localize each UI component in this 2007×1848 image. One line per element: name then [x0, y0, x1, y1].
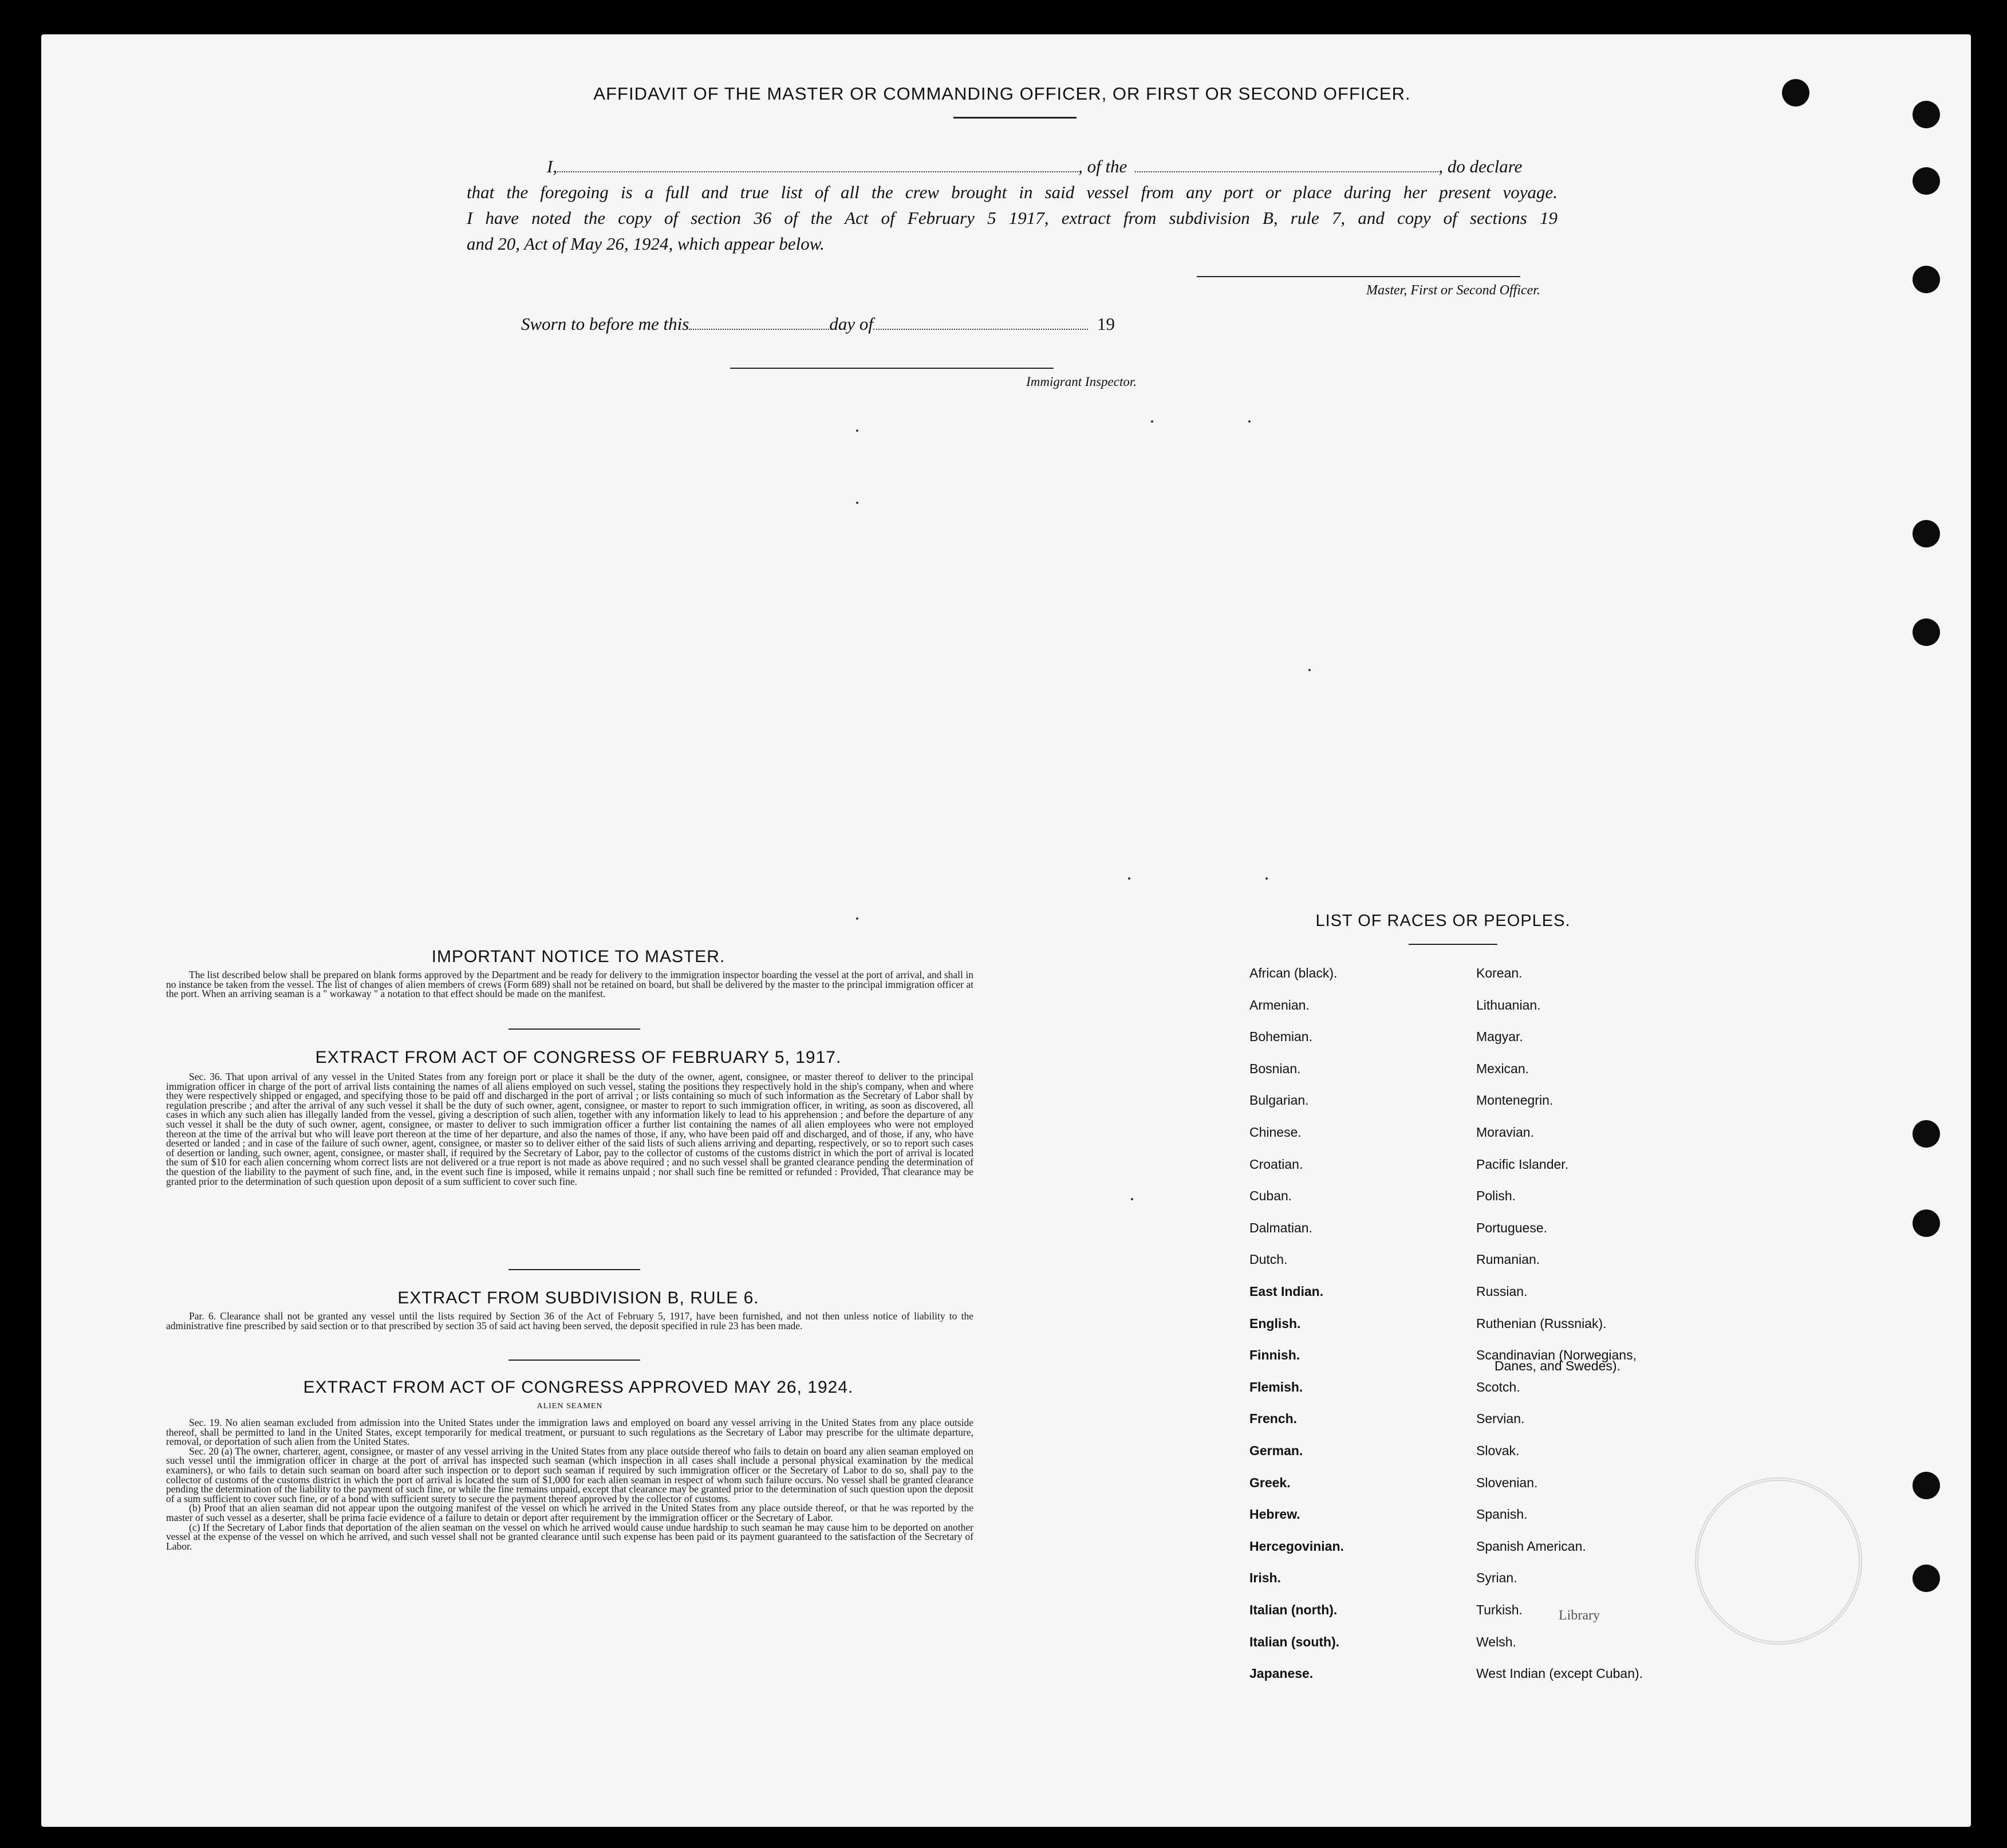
section-36-text: Sec. 36. That upon arrival of any vessel in the United States from any foreign port or place it shall be the duty of the owner, agent, consignee, or master thereof to deliver to the principal immigration officer in charge of the port of arrival lists containing the names of all aliens employed on such vessel, stating the positions they respectively hold in the ship's company, when and where they were respectively shipped or engaged, and specifying those to be paid off and discharged in the port of arrival ; or lists containing so much of such information as the Secretary of Labor shall by regulation prescribe ; and after the arrival of any such vessel it shall be the duty of such owner, agent, consignee, or master to report to such immigration officer, in writing, as soon as discovered, all cases in which any such alien has illegally landed from the vessel, giving a description of such alien, together with any information likely to lead to his apprehension ; and before the departure of any such vessel it shall be the duty of such owner, agent, consignee, or master to deliver to such immigration officer a further list containing the names of all alien employees who were not employed thereon at the time of the arrival but who will leave port thereon at the time of her departure, and also the names of those, if any, who have been paid off and discharged, and of those, if any, who have deserted or landed ; and in case of the failure of such owner, agent, consignee, or master so to deliver either of the said lists of such aliens arriving and departing, respectively, or so to report such cases of desertion or landing, such owner, agent, consignee, or master shall, if required by the Secretary of Labor, pay to the collector of customs of the customs district in which the port of arrival is located the sum of $10 for each alien concerning whom correct lists are not delivered or a true report is not made as above required ; and no such vessel shall be granted clearance pending the determination of the question of the liability to the payment of such fine, and, in the event such fine is imposed, while it remains unpaid ; nor shall such fine be remitted or refunded : Provided, That clearance may be granted prior to the determination of such question upon deposit of a sum sufficient to cover such fine.	[166, 1071, 973, 1187]
race-item: Spanish American.	[1476, 1539, 1586, 1554]
race-item: Italian (north).	[1249, 1602, 1338, 1617]
race-item: Moravian.	[1476, 1125, 1534, 1140]
race-item: Portuguese.	[1476, 1220, 1548, 1235]
declarant-prefix: I,	[547, 156, 558, 176]
race-item: Bosnian.	[1249, 1061, 1301, 1076]
race-item: Ruthenian (Russniak).	[1476, 1316, 1607, 1331]
race-item: Servian.	[1476, 1411, 1525, 1426]
sworn-line	[521, 314, 1208, 334]
section-20b-text: (b) Proof that an alien seaman did not appear upon the outgoing manifest of the vessel on which he arrived in the United States from any place outside thereof, or that he was reported by the master of such vessel as a deserter, shall be prima facie evidence of a failure to detain or deport after requirement by the immigration officer or the Secretary of Labor.	[166, 1502, 973, 1523]
race-item: Dutch.	[1249, 1252, 1288, 1267]
scan-speck	[1248, 420, 1251, 423]
race-item: Mexican.	[1476, 1061, 1529, 1076]
race-item: Slovenian.	[1476, 1475, 1538, 1490]
race-item: Montenegrin.	[1476, 1093, 1553, 1108]
race-item: Finnish.	[1249, 1347, 1300, 1362]
race-item: Syrian.	[1476, 1570, 1517, 1585]
race-item: Pacific Islander.	[1476, 1157, 1569, 1172]
vessel-name-field[interactable]	[1135, 171, 1438, 172]
punch-hole	[1913, 618, 1940, 646]
race-item: Welsh.	[1476, 1634, 1516, 1649]
race-item: Chinese.	[1249, 1125, 1302, 1140]
race-continuation: Danes, and Swedes).	[1495, 1358, 1620, 1373]
declaration-text	[467, 153, 1558, 257]
signature-label: Master, First or Second Officer.	[1366, 283, 1540, 298]
extract-1924-title: EXTRACT FROM ACT OF CONGRESS APPROVED MAY 26, 1924.	[303, 1378, 854, 1397]
race-item: East Indian.	[1249, 1284, 1324, 1299]
punch-hole	[1913, 1120, 1940, 1148]
race-item: Hebrew.	[1249, 1507, 1300, 1522]
race-item: Polish.	[1476, 1188, 1516, 1203]
sworn-day-field[interactable]	[689, 329, 829, 330]
punch-hole	[1913, 1472, 1940, 1499]
punch-hole	[1913, 167, 1940, 195]
race-item: Slovak.	[1476, 1443, 1520, 1458]
race-item: German.	[1249, 1443, 1303, 1458]
scan-speck	[1308, 669, 1311, 671]
scan-speck	[856, 917, 858, 920]
punch-hole	[1913, 1209, 1940, 1237]
stamp-text: Library	[1559, 1608, 1600, 1623]
race-item: Lithuanian.	[1476, 998, 1541, 1012]
sworn-day-label: day of	[829, 314, 873, 334]
inspector-signature-line[interactable]	[730, 368, 1054, 369]
race-item: Bohemian.	[1249, 1029, 1312, 1044]
divider	[508, 1360, 640, 1361]
scan-speck	[1151, 420, 1153, 423]
races-title: LIST OF RACES OR PEOPLES.	[1315, 912, 1571, 930]
race-item: Japanese.	[1249, 1666, 1314, 1681]
of-the-text: , of the	[1078, 156, 1127, 176]
inspector-label: Immigrant Inspector.	[1026, 375, 1137, 389]
race-item: Cuban.	[1249, 1188, 1292, 1203]
do-declare-text: , do declare	[1438, 156, 1523, 176]
divider	[508, 1029, 640, 1030]
declaration-line-4: and 20, Act of May 26, 1924, which appear below.	[467, 234, 825, 254]
race-item: Irish.	[1249, 1570, 1281, 1585]
race-item: Croatian.	[1249, 1157, 1303, 1172]
race-item: Magyar.	[1476, 1029, 1523, 1044]
race-item: Spanish.	[1476, 1507, 1528, 1522]
extract-1917-body	[166, 1072, 973, 1186]
race-item: Armenian.	[1249, 998, 1310, 1012]
declaration-line-3: I have noted the copy of section 36 of the Act of February 5 1917, extract from subdivision B, rule 7, and copy of sections 19	[467, 208, 1558, 228]
notice-title: IMPORTANT NOTICE TO MASTER.	[431, 947, 725, 966]
punch-hole	[1913, 520, 1940, 547]
race-item: French.	[1249, 1411, 1298, 1426]
race-item: Scandinavian (Norwegians,	[1476, 1347, 1637, 1362]
title-underline	[953, 117, 1077, 119]
sworn-year: 19	[1097, 314, 1115, 334]
extract-rule6-body	[166, 1311, 973, 1330]
scan-speck	[856, 502, 858, 504]
scan-speck	[1131, 1198, 1133, 1200]
signature-line[interactable]	[1197, 276, 1520, 277]
punch-hole	[1913, 1565, 1940, 1592]
extract-1917-title: EXTRACT FROM ACT OF CONGRESS OF FEBRUARY 5, 1917.	[315, 1048, 842, 1067]
divider	[508, 1269, 640, 1270]
race-item: English.	[1249, 1316, 1301, 1331]
declarant-name-field[interactable]	[557, 171, 1078, 172]
section-20c-text: (c) If the Secretary of Labor finds that deportation of the alien seaman on the vessel on which he arrived would cause undue hardship to such seaman he may cause him to be deported on another vessel at the expense of the vessel on which he arrived, and such vessel shall not be granted clearance until such expense has been paid or its payment guaranteed to the satisfaction of the Secretary of Labor.	[166, 1521, 973, 1552]
sworn-month-field[interactable]	[873, 329, 1088, 330]
scan-speck	[1128, 877, 1130, 880]
affidavit-title: AFFIDAVIT OF THE MASTER OR COMMANDING OFFICER, OR FIRST OR SECOND OFFICER.	[593, 84, 1411, 104]
notice-paragraph: The list described below shall be prepared on blank forms approved by the Department and be ready for delivery to the immigration inspector boarding the vessel at the port of arrival, and shall in no instance be taken from the vessel. The list of changes of alien members of crews (Form 689) shall not be retained on board, but shall be delivered by the master to the principal immigration officer at the port. When an arriving seaman is a " workaway " a notation to that effect should be made on the manifest.	[166, 969, 973, 1000]
race-item: Bulgarian.	[1249, 1093, 1309, 1108]
extract-rule6-title: EXTRACT FROM SUBDIVISION B, RULE 6.	[397, 1289, 759, 1307]
alien-seamen-subtitle: ALIEN SEAMEN	[537, 1402, 603, 1410]
form-sheet	[41, 34, 1971, 1827]
paragraph-6-text: Par. 6. Clearance shall not be granted any vessel until the lists required by Section 36 of the Act of February 5, 1917, have been furnished, and not then unless notice of liability to the administrative fine prescribed by said section or to that prescribed by section 35 of said act having been served, the deposit specified in rule 23 has been made.	[166, 1310, 973, 1331]
punch-hole	[1782, 79, 1809, 107]
declaration-line-2: that the foregoing is a full and true list of all the crew brought in said vessel from any port or place during her present voyage.	[467, 182, 1558, 202]
race-item: Turkish.	[1476, 1602, 1523, 1617]
race-item: Dalmatian.	[1249, 1220, 1312, 1235]
race-item: Greek.	[1249, 1475, 1291, 1490]
extract-1924-body	[166, 1418, 973, 1551]
race-item: Italian (south).	[1249, 1634, 1340, 1649]
race-item: Hercegovinian.	[1249, 1539, 1344, 1554]
race-item: Korean.	[1476, 966, 1523, 980]
notice-body	[166, 970, 973, 999]
archive-stamp	[1695, 1477, 1862, 1645]
scan-speck	[856, 430, 858, 432]
race-item: Scotch.	[1476, 1380, 1520, 1394]
race-item: Flemish.	[1249, 1380, 1303, 1394]
race-item: West Indian (except Cuban).	[1476, 1666, 1643, 1681]
race-item: African (black).	[1249, 966, 1338, 980]
races-title-underline	[1409, 944, 1497, 945]
race-item: Rumanian.	[1476, 1252, 1540, 1267]
sworn-prefix: Sworn to before me this	[521, 314, 689, 334]
punch-hole	[1913, 266, 1940, 293]
punch-hole	[1913, 101, 1940, 128]
section-20a-text: Sec. 20 (a) The owner, charterer, agent, consignee, or master of any vessel arriving in the United States from any place outside thereof who fails to detain on board any alien seaman employed on such vessel until the immigration officer in charge at the port of arrival has inspected such seaman (which inspection in all cases shall include a personal physical examination by the medical examiners), or who fails to detain such seaman on board after such inspection or to deport such seaman if required by such immigration officer or the Secretary of Labor to do so, shall pay to the collector of customs of the customs district in which the port of arrival is located the sum of $1,000 for each alien seaman in respect of whom such failure occurs. No vessel shall be granted clearance pending the determination of the liability to the payment of such fine, or while the fine remains unpaid, except that clearance may be granted prior to the determination of such question upon the deposit of a sum sufficient to cover such fine, or of a bond with sufficient surety to secure the payment thereof approved by the collector of customs.	[166, 1445, 973, 1504]
scan-speck	[1265, 877, 1268, 880]
section-19-text: Sec. 19. No alien seaman excluded from admission into the United States under the immigration laws and employed on board any vessel arriving in the United States from any place outside thereof, shall be permitted to land in the United States, except temporarily for medical treatment, or pursuant to such regulations as the Secretary of Labor may prescribe for the ultimate departure, removal, or deportation of such alien from the United States.	[166, 1417, 973, 1448]
race-item: Russian.	[1476, 1284, 1528, 1299]
